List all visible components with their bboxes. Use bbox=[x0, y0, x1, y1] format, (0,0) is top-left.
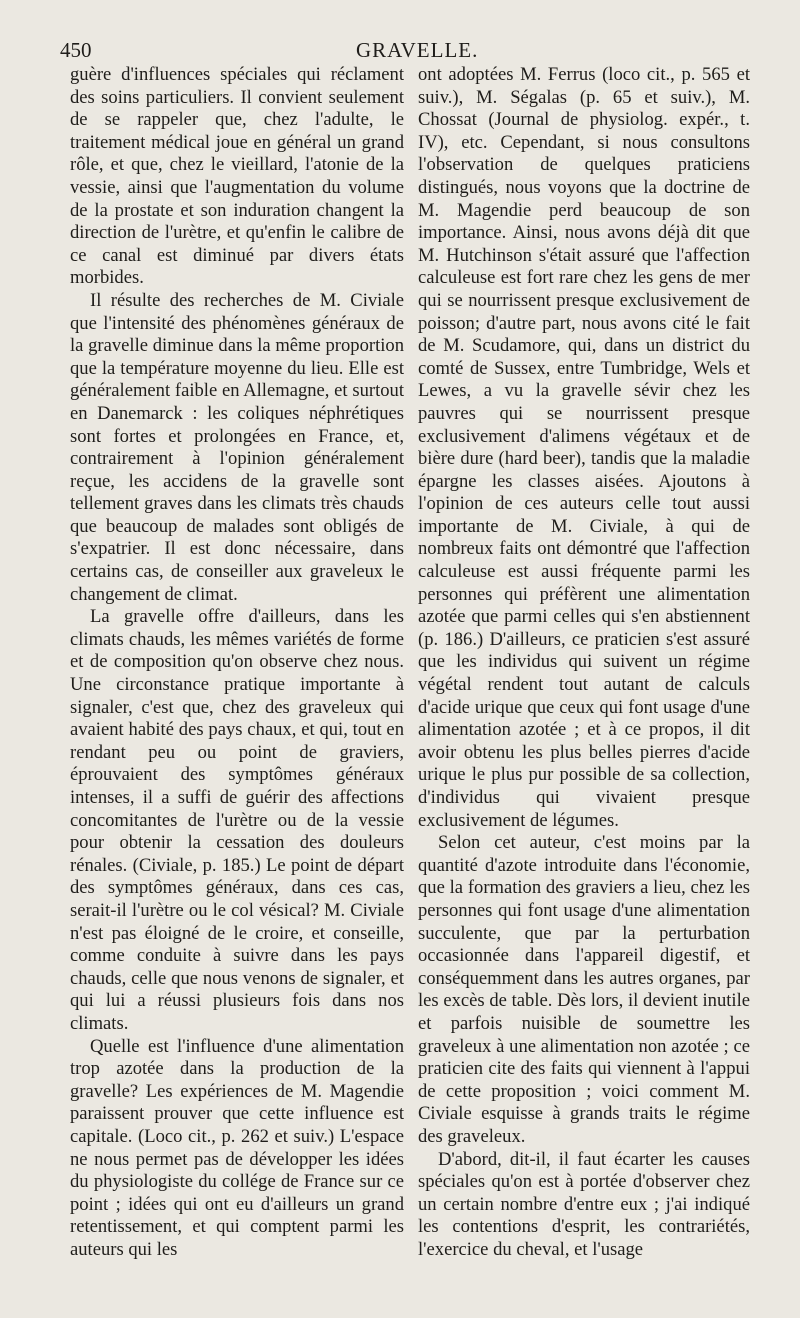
column-divider bbox=[410, 66, 411, 1246]
running-title: GRAVELLE. bbox=[356, 38, 479, 62]
right-column bbox=[418, 64, 750, 1261]
paragraph: Selon cet auteur, c'est moins par la quantité d'azote introduite dans l'économie, que la formation des graviers a lieu, chez les personnes qui font usage d'une alimentation succulente, que par la perturbation occasionnée dans l'appareil digestif, et conséquemment dans les autres organes, par les excès de table. Dès lors, il devient inutile et parfois nuisible de soumettre les graveleux à une alimentation non azotée ; ce praticien cite des faits qui viennent à l'appui de cette proposition ; voici comment M. Civiale esquisse à grands traits le régime des graveleux. bbox=[418, 832, 750, 1147]
paragraph: D'abord, dit-il, il faut écarter les causes spéciales qu'on est à portée d'observer chez un certain nombre d'entre eux ; j'ai indiqué les contentions d'esprit, les contrariétés, l'exercice du cheval, et l'usage bbox=[418, 1148, 750, 1260]
paragraph: ont adoptées M. Ferrus (loco cit., p. 565 et suiv.), M. Ségalas (p. 65 et suiv.), M. Chossat (Journal de physiolog. expér., t. IV), etc. Cependant, si nous consultons l'observation de quelques praticiens distingués, nous voyons que la doctrine de M. Magendie perd beaucoup de son importance. Ainsi, nous avons déjà dit que M. Hutchinson s'était assuré que l'affection calculeuse est fort rare chez les gens de mer qui se nourrissent presque exclusivement de poisson; d'autre part, nous avons cité le fait de M. Scudamore, qui, dans un district du comté de Sussex, entre Tumbridge, Wels et Lewes, a vu la gravelle sévir chez les pauvres qui se nourrissent presque exclusivement d'alimens végétaux et de bière dure (hard beer), tandis que la maladie épargne les classes aisées. Ajoutons à l'opinion de ces auteurs celle tout aussi importante de M. Civiale, à qui de nombreux faits ont démontré que l'affection calculeuse est aussi fréquente parmi les personnes qui préfèrent une alimentation azotée que parmi celles qui s'en abstiennent (p. 186.) D'ailleurs, ce praticien s'est assuré que les individus qui suivent un régime végétal rendent tout autant de calculs d'acide urique que ceux qui font usage d'une alimentation azotée ; et à ce propos, il dit avoir obtenu les plus belles pierres d'acide urique le plus pur possible de sa collection, d'individus qui vivaient presque exclusivement de légumes. bbox=[418, 64, 750, 831]
paragraph: Il résulte des recherches de M. Civiale que l'intensité des phénomènes généraux de la gravelle diminue dans la même proportion que la température moyenne du lieu. Elle est généralement faible en Allemagne, et surtout en Danemarck : les coliques néphrétiques sont fortes et prolongées en France, et, contrairement à l'opinion généralement reçue, les accidens de la gravelle sont tellement graves dans les climats très chauds que beaucoup de malades sont obligés de s'expatrier. Il est donc nécessaire, dans certains cas, de conseiller aux graveleux le changement de climat. bbox=[70, 289, 404, 605]
left-column bbox=[70, 64, 404, 1261]
paragraph: La gravelle offre d'ailleurs, dans les climats chauds, les mêmes variétés de forme et de composition qu'on observe chez nous. Une circonstance pratique importante à signaler, c'est que, chez des graveleux qui avaient habité des pays chaux, et qui, tout en rendant peu ou point de graviers, éprouvaient des symptômes généraux intenses, il a suffi de guérir des affections concomitantes de l'urètre ou de la vessie pour obtenir la cessation des douleurs rénales. (Civiale, p. 185.) Le point de départ des symptômes généraux, dans ces cas, serait-il l'urètre ou le col vésical? M. Civiale n'est pas éloigné de le croire, et conseille, comme conduite à suivre dans les pays chauds, celle que nous venons de signaler, et qui lui a réussi plusieurs fois dans nos climats. bbox=[70, 606, 404, 1034]
paragraph: guère d'influences spéciales qui réclament des soins particuliers. Il convient seulement de se rappeler que, chez l'adulte, le traitement médical joue en général un grand rôle, et que, chez le vieillard, l'atonie de la vessie, ainsi que l'augmentation du volume de la prostate et son induration changent la direction de l'urètre, et qu'enfin le calibre de ce canal est diminué par divers états morbides. bbox=[70, 64, 404, 289]
paragraph: Quelle est l'influence d'une alimentation trop azotée dans la production de la gravelle? Les expériences de M. Magendie paraissent prouver que cette influence est capitale. (Loco cit., p. 262 et suiv.) L'espace ne nous permet pas de développer les idées du physiologiste du collége de France sur ce point ; idées qui ont eu d'ailleurs un grand retentissement, et qui comptent parmi les auteurs qui les bbox=[70, 1035, 404, 1260]
page-number: 450 bbox=[60, 38, 92, 62]
